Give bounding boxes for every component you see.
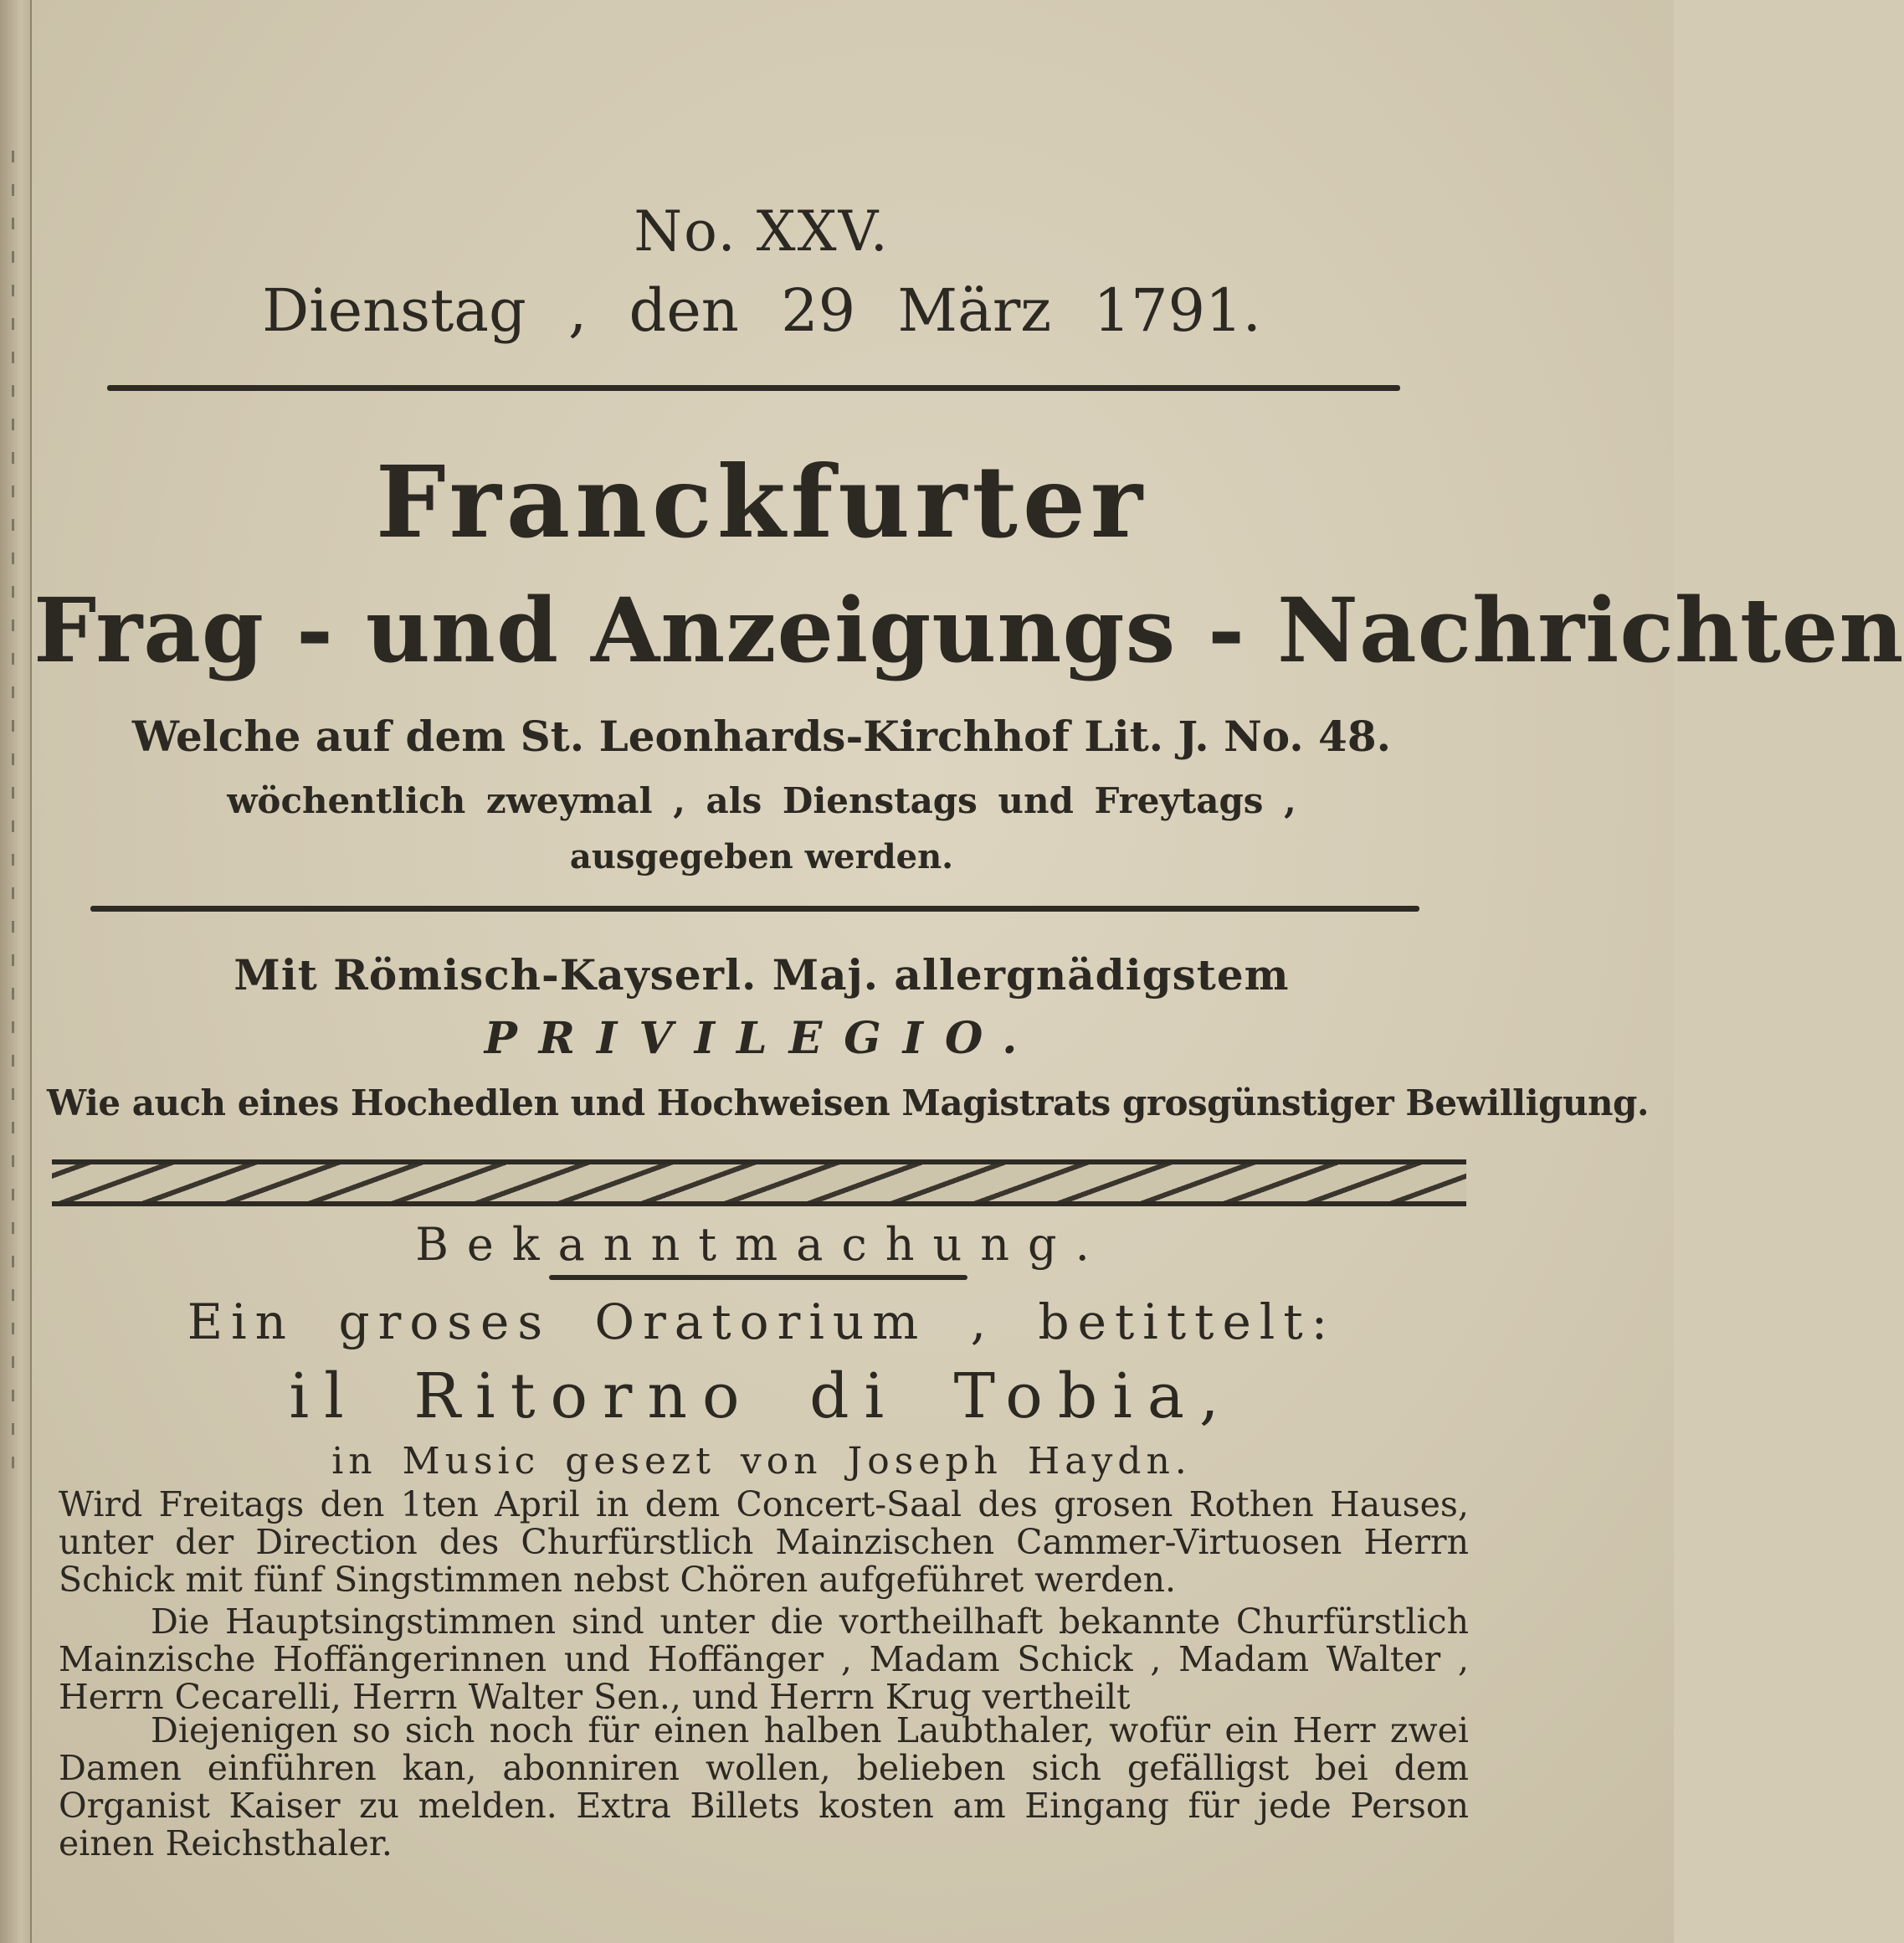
masthead-address: Welche auf dem St. Leonhards-Kirchhof Lit. J. No. 48. <box>131 712 1392 761</box>
ornamental-border <box>52 1159 1466 1206</box>
privilege-line1: Mit Römisch-Kayserl. Maj. allergnädigstem <box>234 950 1290 1000</box>
issue-date: Dienstag , den 29 März 1791. <box>262 276 1261 345</box>
masthead-schedule: wöchentlich zweymal , als Dienstags und Freytags , <box>227 780 1296 821</box>
announcement-paragraph-1 <box>59 1486 1469 1599</box>
page-binding-edge <box>0 0 32 1943</box>
masthead-title-line2: Frag - und Anzeigungs - Nachrichten <box>33 578 1904 682</box>
paragraph-text: Wird Freitags den 1ten April in dem Concert-Saal des grosen Rothen Hauses, unter der Direction des Churfürstlich Mainzischen Cammer-Virtuosen Herrn Schick mit fünf Singstimmen nebst Chören aufgeführet werden. <box>59 1484 1469 1600</box>
privilege-line3: Wie auch eines Hochedlen und Hochweisen Magistrats grosgünstiger Bewilligung. <box>47 1082 1650 1123</box>
masthead-issued: ausgegeben werden. <box>569 837 954 876</box>
paragraph-text: Die Hauptsingstimmen sind unter die vortheilhaft bekannte Churfürstlich Mainzische Hoffängerinnen und Hoffänger , Madam Schick , Madam Walter , Herrn Cecarelli, Herrn Walter Sen., und Herrn Krug vertheilt <box>59 1601 1469 1717</box>
masthead-rule <box>90 906 1419 912</box>
masthead-title-line1: Franckfurter <box>375 444 1148 560</box>
announcement-paragraph-3 <box>59 1712 1469 1863</box>
paragraph-text: Diejenigen so sich noch für einen halben Laubthaler, wofür ein Herr zwei Damen einführen kan, abonniren wollen, belieben sich gefälligst bei dem Organist Kaiser zu melden. Extra Billets kosten am Eingang für jede Person einen Reichsthaler. <box>59 1710 1469 1863</box>
announcement-heading: Bekanntmachung. <box>415 1218 1108 1271</box>
announcement-paragraph-2 <box>59 1603 1469 1716</box>
oratorium-line: Ein groses Oratorium , betittelt: <box>187 1293 1337 1350</box>
composer-line: in Music gesezt von Joseph Haydn. <box>331 1440 1192 1483</box>
heading-underline <box>549 1275 967 1280</box>
oratorio-title: il Ritorno di Tobia, <box>289 1360 1234 1432</box>
privilege-title: PRIVILEGIO. <box>484 1013 1039 1064</box>
issue-number: No. XXV. <box>634 199 890 264</box>
top-rule <box>107 385 1400 391</box>
